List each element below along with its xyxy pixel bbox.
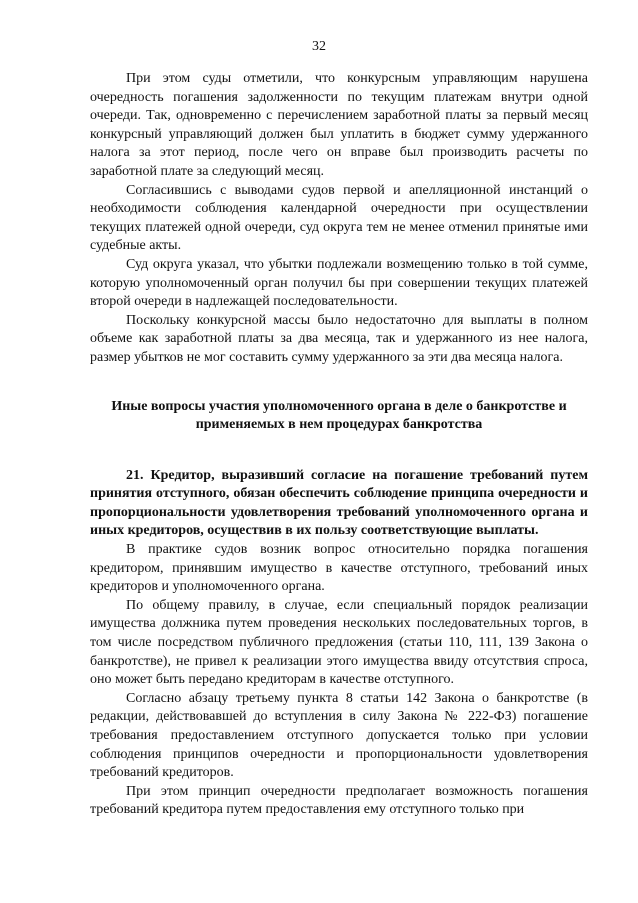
paragraph: Согласившись с выводами судов первой и апелляционной инстанций о необходимости соблюдения календарной очередности при осуществлении текущих платежей одной очереди, суд округа тем не менее отменил принятые ими судебные акты. (90, 182, 588, 254)
paragraph: Поскольку конкурсной массы было недостаточно для выплаты в полном объеме как заработной платы за два месяца, так и удержанного из нее налога, размер убытков не мог составить сумму удержанного за эти два месяца налога. (90, 312, 588, 365)
paragraph: В практике судов возник вопрос относительно порядка погашения кредитором, принявшим имущество в качестве отступного, требований иных кредиторов и уполномоченного органа. (90, 542, 588, 595)
paragraph: Суд округа указал, что убытки подлежали возмещению только в той сумме, которую уполномоченный орган получил бы при совершении текущих платежей второй очереди в надлежащей последовательности. (90, 256, 588, 310)
thesis-paragraph: 21. Кредитор, выразивший согласие на погашение требований путем принятия отступного, обязан обеспечить соблюдение принципа очередности и пропорциональности удовлетворения требований уполномоченного органа и иных кредиторов, осуществив в их пользу соответствующие выплаты. (90, 467, 588, 539)
paragraph: По общему правилу, в случае, если специальный порядок реализации имущества должника путем проведения нескольких последовательных торгов, в том числе посредством публичного предложения (статьи 110, 111, 139 Закона о банкротстве), не привел к реализации этого имущества ввиду отсутствия спроса, оно может быть передано кредиторам в качестве отступного. (90, 597, 588, 688)
paragraph: Согласно абзацу третьему пункта 8 статьи 142 Закона о банкротстве (в редакции, действовавшей до вступления в силу Закона № 222-ФЗ) погашение требования предоставлением отступного допускается только при условии соблюдения принципов очередности и пропорциональности удовлетворения требований кредиторов. (90, 690, 588, 781)
page-number: 32 (312, 39, 326, 54)
paragraph: При этом принцип очередности предполагает возможность погашения требований кредитора путем предоставления ему отступного только при (90, 783, 588, 818)
paragraph: При этом суды отметили, что конкурсным управляющим нарушена очередность погашения задолженности по текущим платежам внутри одной очереди. Так, одновременно с перечислением заработной платы за первый месяц конкурсный управляющий должен был уплатить в бюджет сумму удержанного налога за этот период, после чего он вправе был производить расчеты по заработной плате за следующий месяц. (90, 71, 588, 179)
section-heading: Иные вопросы участия уполномоченного органа в деле о банкротстве и применяемых в нем процедурах банкротства (111, 398, 567, 433)
document-body (90, 70, 588, 820)
